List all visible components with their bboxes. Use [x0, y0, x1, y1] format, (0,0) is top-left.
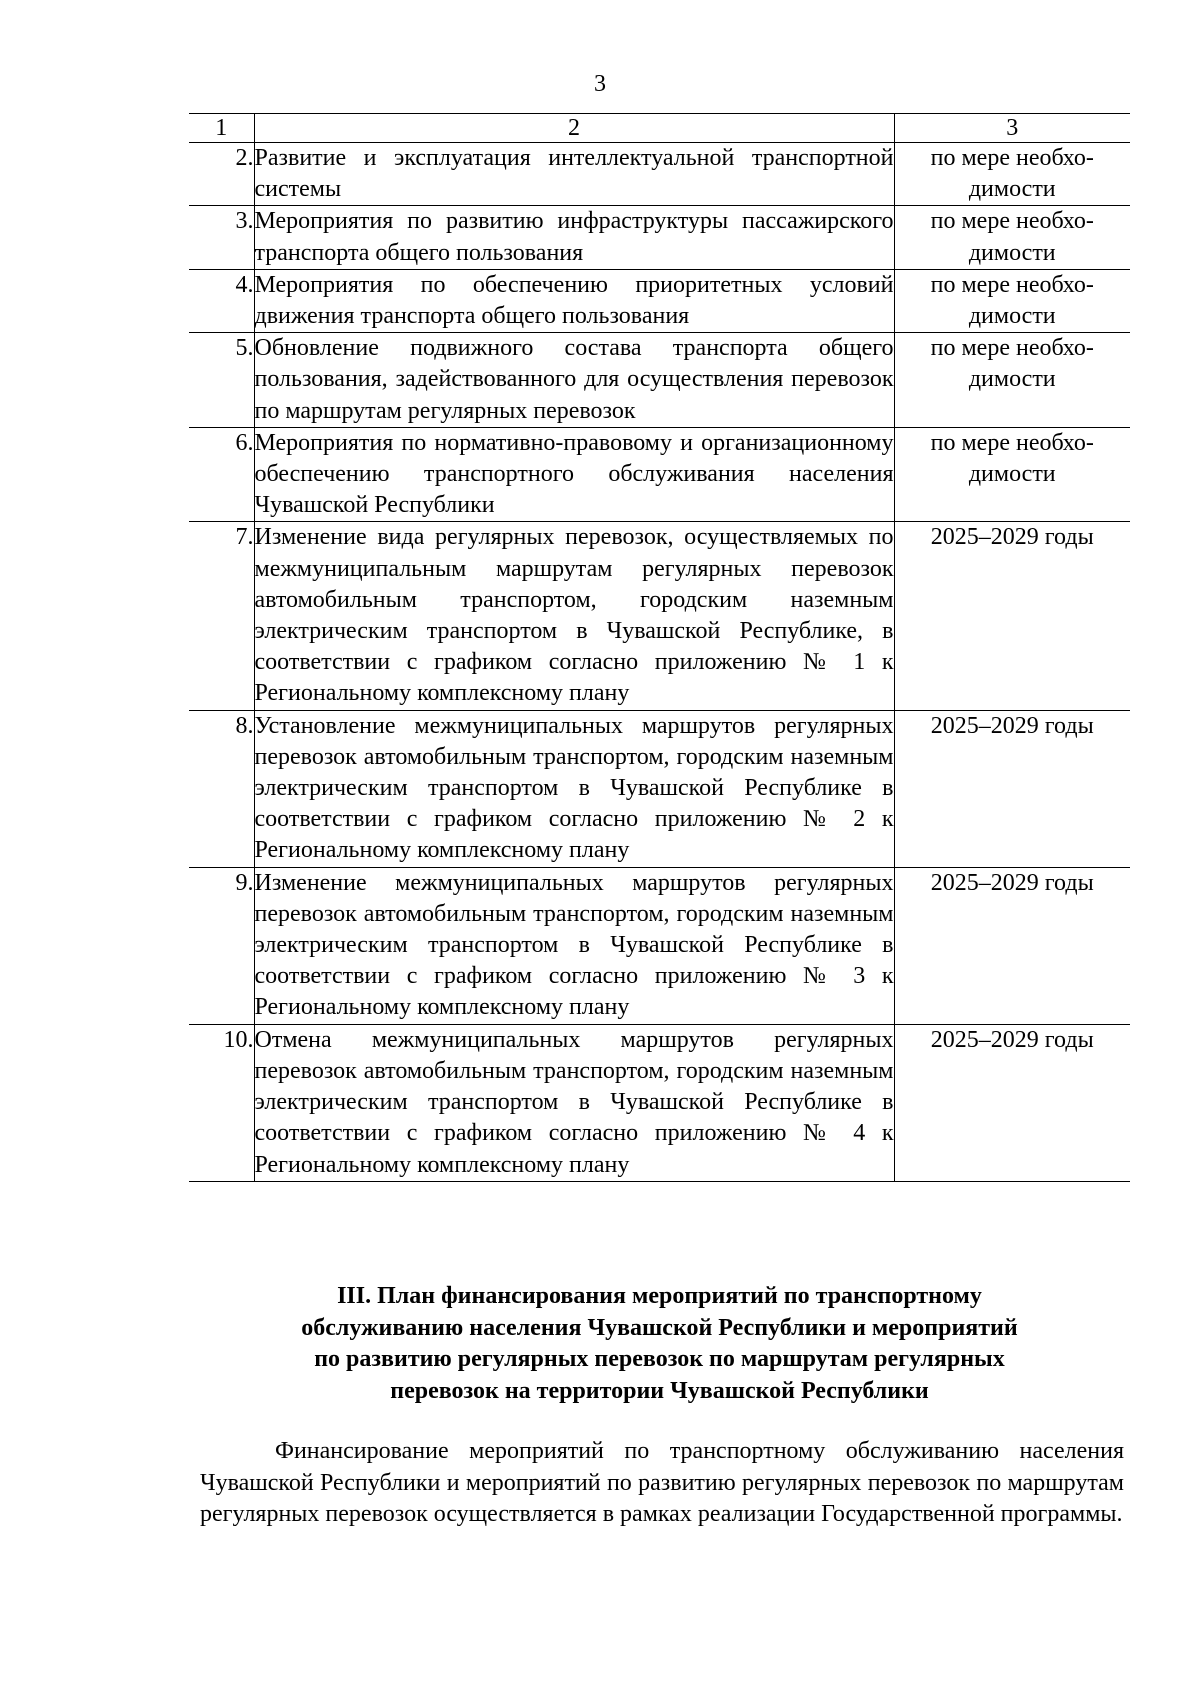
section-heading-line: перевозок на территории Чувашской Республики	[390, 1377, 929, 1404]
financing-paragraph: Финансирование мероприятий по транспортному обслуживанию населения Чувашской Республики и мероприятий по развитию регулярных перевозок по маршрутам регулярных перевозок осуществляется в рамках реализации Государственной программы.	[200, 1438, 1124, 1527]
table-row	[189, 1024, 1130, 1181]
table-row	[189, 522, 1130, 710]
section-heading-line: обслуживанию населения Чувашской Республики и мероприятий	[301, 1314, 1018, 1341]
row-measure: Обновление подвижного состава транспорта общего пользования, задействованного для осуществления перевозок по маршрутам регулярных перевозок	[254, 333, 894, 428]
row-term: по мере необходимости	[894, 333, 1130, 428]
column-header: 1	[189, 114, 254, 143]
row-measure: Установление межмуниципальных маршрутов регулярных перевозок автомобильным транспортом, городским наземным электрическим транспортом в Чувашской Республике в соответствии с графиком согласно приложению № 2 к Региональному комплексному плану	[254, 710, 894, 867]
row-measure: Изменение вида регулярных перевозок, осуществляемых по межмуниципальным маршрутам регулярных перевозок автомобильным транспортом, городским наземным электрическим транспортом в Чувашской Республике, в соответствии с графиком согласно приложению № 1 к Региональному комплексному плану	[254, 522, 894, 710]
table-row	[189, 427, 1130, 522]
row-term: 2025–2029 годы	[894, 1024, 1130, 1181]
table-row	[189, 710, 1130, 867]
row-term: 2025–2029 годы	[894, 867, 1130, 1024]
row-measure: Мероприятия по нормативно-правовому и организационному обеспечению транспортного обслуживания населения Чувашской Республики	[254, 427, 894, 522]
column-header: 3	[894, 114, 1130, 143]
row-number: 5.	[189, 333, 254, 428]
row-term: по мере необходимости	[894, 143, 1130, 206]
table-row	[189, 269, 1130, 332]
row-term: 2025–2029 годы	[894, 710, 1130, 867]
measures-table	[189, 113, 1130, 1182]
section-heading-line: III. План финансирования мероприятий по транспортному	[337, 1283, 982, 1309]
row-number: 8.	[189, 710, 254, 867]
table-row	[189, 206, 1130, 269]
row-number: 4.	[189, 269, 254, 332]
row-number: 10.	[189, 1024, 254, 1181]
table-row	[189, 333, 1130, 428]
row-term: 2025–2029 годы	[894, 522, 1130, 710]
row-number: 3.	[189, 206, 254, 269]
table-row	[189, 867, 1130, 1024]
row-number: 2.	[189, 143, 254, 206]
row-number: 7.	[189, 522, 254, 710]
section-heading	[189, 1281, 1130, 1407]
table-header-row	[189, 114, 1130, 143]
column-header: 2	[254, 114, 894, 143]
section-heading-line: по развитию регулярных перевозок по маршрутам регулярных	[314, 1346, 1005, 1372]
table-row	[189, 143, 1130, 206]
row-measure: Развитие и эксплуатация интеллектуальной транспортной системы	[254, 143, 894, 206]
row-number: 9.	[189, 867, 254, 1024]
row-measure: Мероприятия по развитию инфраструктуры пассажирского транспорта общего пользования	[254, 206, 894, 269]
row-measure: Изменение межмуниципальных маршрутов регулярных перевозок автомобильным транспортом, городским наземным электрическим транспортом в Чувашской Республике в соответствии с графиком согласно приложению № 3 к Региональному комплексному плану	[254, 867, 894, 1024]
row-term: по мере необходимости	[894, 269, 1130, 332]
row-term: по мере необходимости	[894, 427, 1130, 522]
row-measure: Отмена межмуниципальных маршрутов регулярных перевозок автомобильным транспортом, городским наземным электрическим транспортом в Чувашской Республике в соответствии с графиком согласно приложению № 4 к Региональному комплексному плану	[254, 1024, 894, 1181]
row-measure: Мероприятия по обеспечению приоритетных условий движения транспорта общего пользования	[254, 269, 894, 332]
row-number: 6.	[189, 427, 254, 522]
row-term: по мере необходимости	[894, 206, 1130, 269]
page-number: 3	[594, 71, 606, 97]
